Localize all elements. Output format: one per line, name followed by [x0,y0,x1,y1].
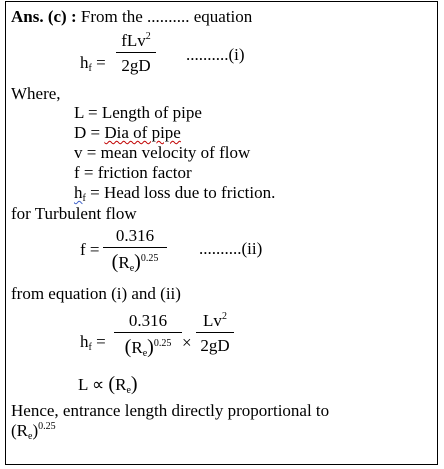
conclusion-line: Hence, entrance length directly proportional to [11,401,330,420]
eq3-numerator-1: 0.316 [128,311,168,330]
eq1-denominator: 2gD [121,56,151,75]
proportional-relation: $L \propto (R_e)$ [78,373,138,396]
eq3-numerator-2: Lv$^2$ [203,311,227,330]
eq2-numerator: 0.316 [115,226,155,245]
eq3-fraction-1 [114,312,182,357]
eq3-fraction-bar-1 [114,332,182,333]
answer-header [11,8,252,25]
eq3-denominator-1: $(R_e)^{0.25}$ [124,336,172,359]
definition-friction-factor: f = friction factor [74,163,192,182]
turbulent-label: for Turbulent flow [11,204,137,223]
answer-label: Ans. (c) : [11,7,77,26]
definition-length: L = Length of pipe [74,103,202,122]
eq2-tag: ..........(ii) [199,239,263,258]
eq2-fraction [103,227,167,272]
eq1-lhs [80,53,106,74]
conclusion-exponent: $(R_e)^{0.25}$ [11,421,56,442]
eq1-lhs-var: h [80,53,89,72]
eq1-fraction [116,32,156,74]
answer-intro: From the .......... equation [80,7,253,26]
eq3-fraction-2 [196,312,234,354]
eq1-tag: ..........(i) [186,45,245,64]
eq3-denominator-2: 2gD [200,336,230,355]
definition-head-loss: $h_f$ = Head loss due to friction. [74,183,276,204]
eq1-fraction-bar [116,52,156,53]
eq1-lhs-sub: f [88,63,92,74]
definition-diameter: D = Dia of pipe [74,123,181,142]
eq3-lhs: $h_f$ = [80,332,106,353]
from-equation-label: from equation (i) and (ii) [11,284,181,303]
eq3-times: × [182,333,192,352]
eq3-fraction-bar-2 [196,332,234,333]
eq1-numerator: fLv$^2$ [121,31,151,50]
where-label: Where, [11,84,61,103]
eq1-equals: = [96,53,106,72]
eq2-denominator: $(R_e)^{0.25}$ [111,251,159,274]
eq2-fraction-bar [103,247,167,248]
eq2-lhs: f = [80,240,100,259]
answer-box [5,1,438,465]
definition-velocity: v = mean velocity of flow [74,143,251,162]
